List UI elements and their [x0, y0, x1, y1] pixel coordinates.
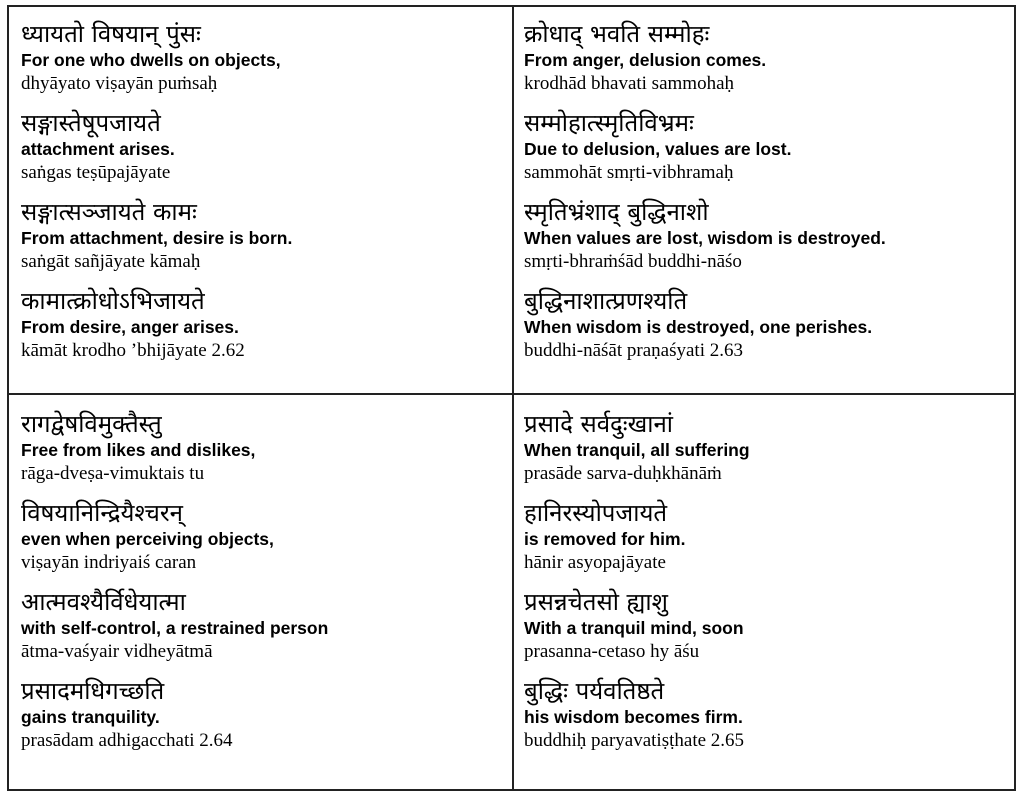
- transliteration: kāmāt krodho ’bhijāyate 2.62: [21, 340, 245, 361]
- verse-line: [21, 19, 512, 96]
- english-translation: Due to delusion, values are lost.: [524, 139, 792, 159]
- verse-line: [524, 498, 1014, 575]
- sanskrit-text: रागद्वेषविमुक्तैस्तु: [21, 410, 162, 438]
- transliteration: prasādam adhigacchati 2.64: [21, 730, 233, 751]
- english-translation: With a tranquil mind, soon: [524, 618, 744, 638]
- sanskrit-text: सङ्गास्तेषूपजायते: [21, 109, 161, 137]
- verse-cell-2-65: [514, 395, 1014, 789]
- english-translation: his wisdom becomes firm.: [524, 707, 743, 727]
- english-translation: When wisdom is destroyed, one perishes.: [524, 317, 873, 337]
- verse-line: [21, 409, 512, 486]
- sanskrit-text: ध्यायतो विषयान् पुंसः: [21, 20, 201, 48]
- english-translation: For one who dwells on objects,: [21, 50, 281, 70]
- verse-line: [21, 286, 512, 363]
- sanskrit-text: बुद्धिः पर्यवतिष्ठते: [524, 677, 665, 705]
- sanskrit-text: कामात्क्रोधोऽभिजायते: [21, 287, 205, 315]
- transliteration: saṅgas teṣūpajāyate: [21, 162, 171, 183]
- english-translation: attachment arises.: [21, 139, 175, 159]
- sanskrit-text: बुद्धिनाशात्प्रणश्यति: [524, 287, 688, 315]
- sanskrit-text: विषयानिन्द्रियैश्चरन्: [21, 499, 183, 527]
- transliteration: buddhi-nāśāt praṇaśyati 2.63: [524, 340, 743, 361]
- english-translation: From desire, anger arises.: [21, 317, 239, 337]
- english-translation: When tranquil, all suffering: [524, 440, 750, 460]
- verse-line: [524, 197, 1014, 274]
- verse-cell-2-62: [9, 7, 514, 395]
- verse-line: [21, 108, 512, 185]
- english-translation: From anger, delusion comes.: [524, 50, 767, 70]
- sanskrit-text: हानिरस्योपजायते: [524, 499, 668, 527]
- transliteration: saṅgāt sañjāyate kāmaḥ: [21, 251, 201, 272]
- english-translation: even when perceiving objects,: [21, 529, 274, 549]
- verse-line: [524, 587, 1014, 664]
- verse-line: [524, 409, 1014, 486]
- verse-line: [524, 676, 1014, 753]
- verse-line: [21, 676, 512, 753]
- transliteration: ātma-vaśyair vidheyātmā: [21, 641, 213, 662]
- verse-line: [21, 498, 512, 575]
- transliteration: viṣayān indriyaiś caran: [21, 552, 197, 573]
- sanskrit-text: क्रोधाद् भवति सम्मोहः: [524, 20, 710, 48]
- verse-line: [524, 108, 1014, 185]
- english-translation: is removed for him.: [524, 529, 686, 549]
- verse-line: [21, 197, 512, 274]
- verse-line: [524, 19, 1014, 96]
- transliteration: rāga-dveṣa-vimuktais tu: [21, 463, 205, 484]
- transliteration: sammohāt smṛti-vibhramaḥ: [524, 162, 734, 183]
- sanskrit-text: प्रसादमधिगच्छति: [21, 677, 165, 705]
- english-translation: gains tranquility.: [21, 707, 160, 727]
- sanskrit-text: सम्मोहात्स्मृतिविभ्रमः: [524, 109, 694, 137]
- verse-cell-2-63: [514, 7, 1014, 395]
- sanskrit-text: स्मृतिभ्रंशाद् बुद्धिनाशो: [524, 198, 709, 226]
- sanskrit-text: प्रसन्नचेतसो ह्याशु: [524, 588, 668, 616]
- sanskrit-text: आत्मवश्यैर्विधेयात्मा: [21, 588, 186, 616]
- verse-line: [21, 587, 512, 664]
- english-translation: Free from likes and dislikes,: [21, 440, 256, 460]
- sanskrit-text: सङ्गात्सञ्जायते कामः: [21, 198, 197, 226]
- verse-table: [7, 5, 1016, 791]
- english-translation: with self-control, a restrained person: [21, 618, 329, 638]
- verse-cell-2-64: [9, 395, 514, 789]
- sanskrit-text: प्रसादे सर्वदुःखानां: [524, 410, 674, 438]
- transliteration: prasāde sarva-duḥkhānāṁ: [524, 463, 722, 484]
- transliteration: krodhād bhavati sammohaḥ: [524, 73, 735, 94]
- transliteration: prasanna-cetaso hy āśu: [524, 641, 700, 662]
- english-translation: From attachment, desire is born.: [21, 228, 293, 248]
- transliteration: buddhiḥ paryavatiṣṭhate 2.65: [524, 730, 745, 751]
- transliteration: hānir asyopajāyate: [524, 552, 666, 573]
- verse-line: [524, 286, 1014, 363]
- transliteration: dhyāyato viṣayān puṁsaḥ: [21, 73, 218, 94]
- transliteration: smṛti-bhraṁśād buddhi-nāśo: [524, 251, 742, 272]
- english-translation: When values are lost, wisdom is destroyed.: [524, 228, 886, 248]
